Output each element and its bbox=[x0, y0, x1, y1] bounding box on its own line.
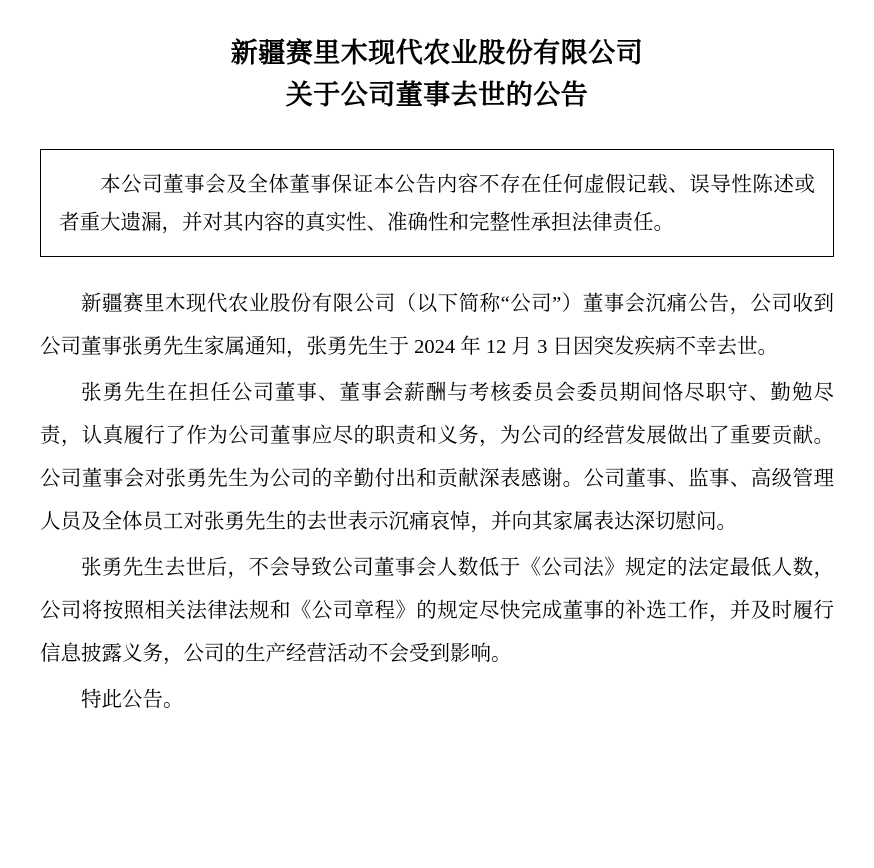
page-title-line-1: 新疆赛里木现代农业股份有限公司 bbox=[230, 38, 644, 68]
body-paragraph-1: 新疆赛里木现代农业股份有限公司（以下简称“公司”）董事会沉痛公告，公司收到公司董事张勇先生家属通知，张勇先生于 2024 年 12 月 3 日因突发疾病不幸去世。 bbox=[40, 293, 834, 358]
body-paragraph-3: 张勇先生去世后，不会导致公司董事会人数低于《公司法》规定的法定最低人数，公司将按照相关法律法规和《公司章程》的规定尽快完成董事的补选工作，并及时履行信息披露义务，公司的生产经营活动不会受到影响。 bbox=[40, 557, 834, 665]
disclaimer-text: 本公司董事会及全体董事保证本公告内容不存在任何虚假记载、误导性陈述或者重大遗漏，并对其内容的真实性、准确性和完整性承担法律责任。 bbox=[59, 174, 815, 234]
body-paragraph-2: 张勇先生在担任公司董事、董事会薪酬与考核委员会委员期间恪尽职守、勤勉尽责，认真履行了作为公司董事应尽的职责和义务，为公司的经营发展做出了重要贡献。公司董事会对张勇先生为公司的辛勤付出和贡献深表感谢。公司董事、监事、高级管理人员及全体员工对张勇先生的去世表示沉痛哀悼，并向其家属表达深切慰问。 bbox=[40, 382, 834, 533]
document-body bbox=[36, 283, 838, 722]
page-title bbox=[36, 32, 838, 116]
page-title-line-2: 关于公司董事去世的公告 bbox=[285, 80, 589, 110]
body-paragraph-4: 特此公告。 bbox=[81, 689, 184, 711]
disclaimer-box bbox=[40, 149, 834, 257]
